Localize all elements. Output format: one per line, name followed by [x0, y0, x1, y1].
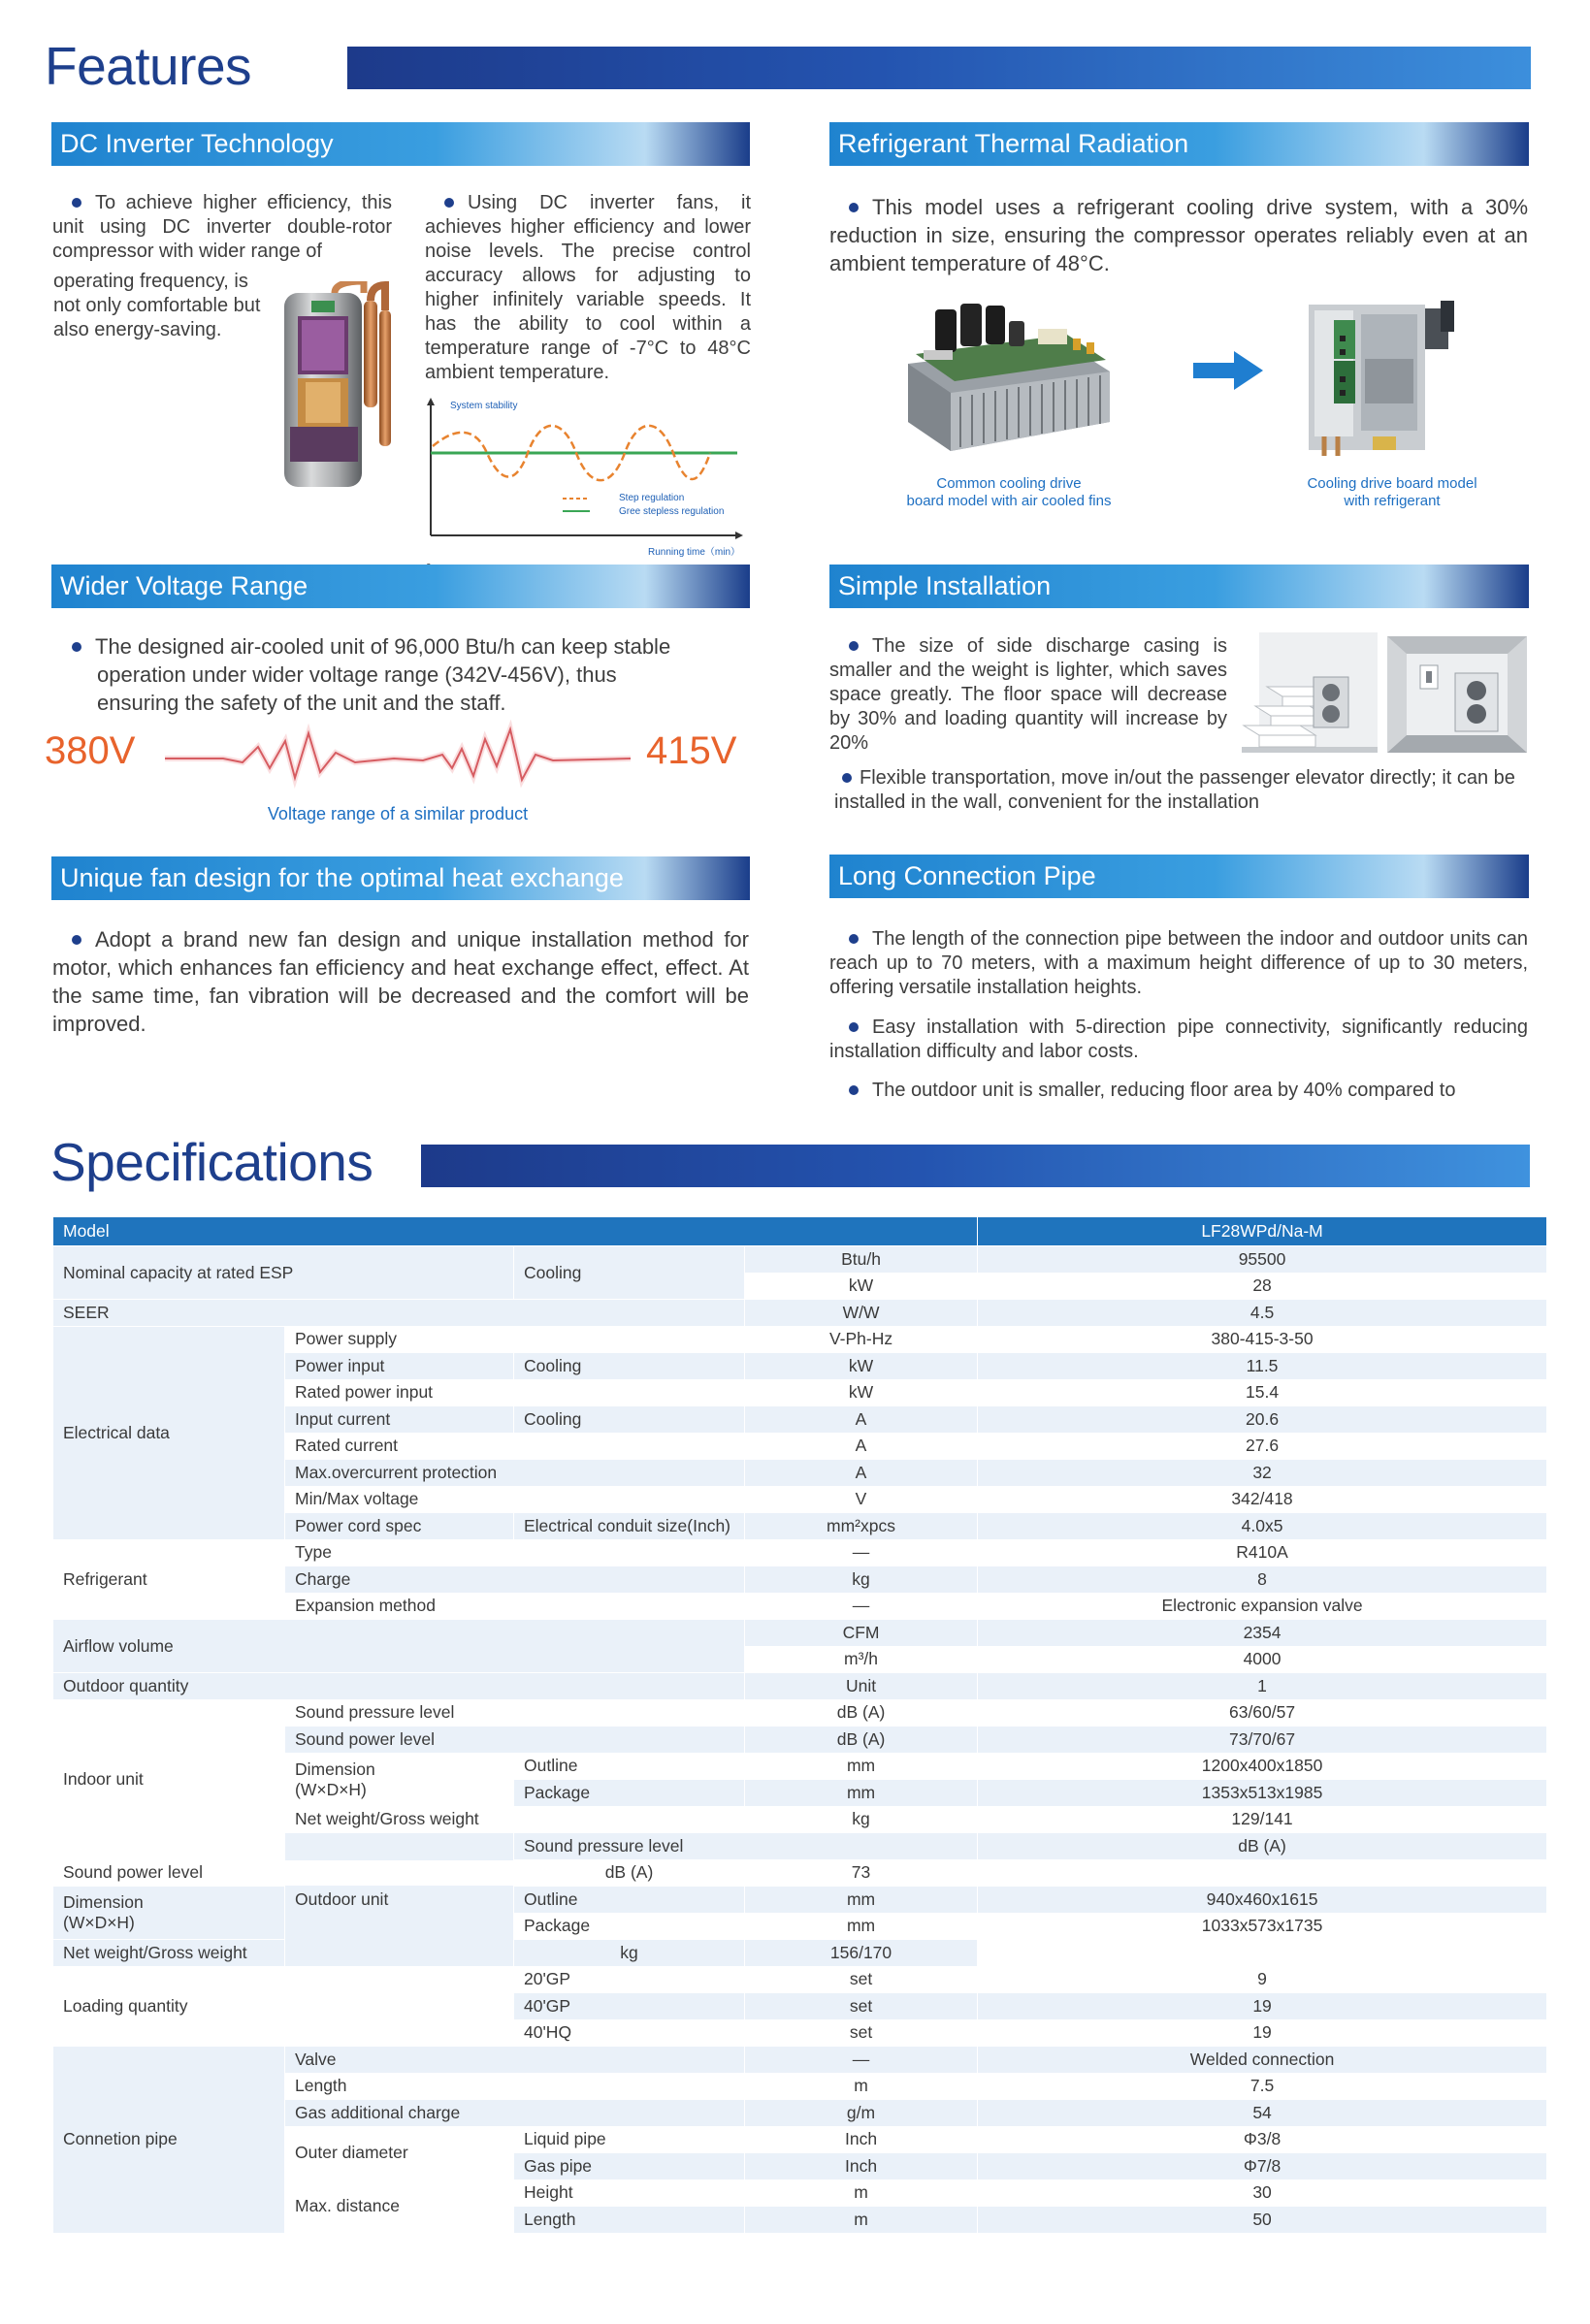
spec-table: [52, 1216, 1547, 2234]
refrigerant-heading: Refrigerant Thermal Radiation: [829, 122, 1529, 166]
common-drive-board-image: [902, 296, 1116, 459]
caption-refrigerant-board: Cooling drive board model with refrigerant: [1307, 475, 1477, 509]
chart-legend-step: Step regulation: [619, 493, 685, 503]
voltage-waveform: [165, 720, 631, 797]
table-row: Outdoor unit Sound pressure level dB (A): [53, 1833, 1547, 1860]
pipe-text-1: The length of the connection pipe between the indoor and outdoor units can reach up to 70 meters, with a maximum height difference of up to 30 meters, offering versatile installation heights.: [829, 928, 1528, 998]
table-row: Package mm 1353x513x1985: [53, 1780, 1547, 1807]
table-row: Rated current A 27.6: [53, 1433, 1547, 1460]
table-row: m³/h 4000: [53, 1646, 1547, 1673]
dc-inverter-heading: DC Inverter Technology: [51, 122, 750, 166]
bullet-icon: [849, 641, 859, 651]
table-row: Power cord spec Electrical conduit size(Inch) mm²xpcs 4.0x5: [53, 1513, 1547, 1540]
pipe-text-2: Easy installation with 5-direction pipe connectivity, significantly reducing installation difficulty and labor costs.: [829, 1017, 1528, 1062]
bullet-icon: [72, 935, 81, 945]
table-row: Dimension (W×D×H) Outline mm 1200x400x1850: [53, 1753, 1547, 1780]
table-row: Gas additional charge g/m 54: [53, 2100, 1547, 2127]
dc-inverter-left-text-2: operating frequency, is not only comfortable but also energy-saving.: [53, 271, 261, 340]
table-row: Min/Max voltage V 342/418: [53, 1486, 1547, 1513]
table-row: Expansion method — Electronic expansion valve: [53, 1593, 1547, 1620]
bullet-icon: [72, 642, 81, 652]
specifications-title: Specifications: [50, 1132, 373, 1192]
bullet-icon: [72, 198, 81, 208]
chart-xlabel: Running time（min）: [648, 547, 741, 558]
table-row: Charge kg 8: [53, 1566, 1547, 1594]
fan-heading: Unique fan design for the optimal heat exchange: [51, 856, 750, 900]
table-row: [53, 1217, 1547, 1246]
pipe-heading: Long Connection Pipe: [829, 855, 1529, 898]
table-row: Power input Cooling kW 11.5: [53, 1353, 1547, 1380]
table-row: Length m 7.5: [53, 2073, 1547, 2100]
table-row: 40'HQ set 19: [53, 2019, 1547, 2047]
bullet-icon: [842, 773, 852, 783]
bullet-icon: [849, 1085, 859, 1095]
dc-inverter-left-text: To achieve higher efficiency, this unit using DC inverter double-rotor compressor with wider range of: [52, 192, 392, 262]
table-row: Length m 50: [53, 2207, 1547, 2234]
table-row: 40'GP set 19: [53, 1993, 1547, 2020]
refrigerant-text: This model uses a refrigerant cooling drive system, with a 30% reduction in size, ensuring the compressor operates reliably even at an ambient temperature of 48°C.: [829, 195, 1528, 275]
table-row: Sound power level dB (A) 73: [53, 1859, 1547, 1887]
table-row: Net weight/Gross weight kg 129/141: [53, 1806, 1547, 1833]
table-row: SEER W/W 4.5: [53, 1300, 1547, 1327]
voltage-low: 380V: [45, 729, 136, 772]
refrigerant-drive-board-image: [1305, 301, 1476, 456]
table-row: Dimension (W×D×H) Outline mm 940x460x1615: [53, 1887, 1547, 1914]
table-row: Loading quantity 20'GP set 9: [53, 1966, 1547, 1993]
table-row: Outdoor quantity Unit 1: [53, 1673, 1547, 1700]
bullet-icon: [849, 934, 859, 944]
dc-inverter-right-text: Using DC inverter fans, it achieves higher efficiency and lower noise levels. The precise control accuracy allows for adjusting to higher infinitely variable speeds. It has the ability to cool within a temperature range of -7°C to 48°C ambient temperature.: [425, 192, 751, 383]
table-row: Max. distance Height m 30: [53, 2179, 1547, 2207]
features-title: Features: [45, 36, 252, 96]
table-row: Gas pipe Inch Φ7/8: [53, 2153, 1547, 2180]
table-row: Outer diameter Liquid pipe Inch Φ3/8: [53, 2126, 1547, 2153]
bullet-icon: [444, 198, 454, 208]
table-row: kW 28: [53, 1273, 1547, 1300]
voltage-high: 415V: [646, 729, 737, 772]
specifications-title-bar: [421, 1145, 1530, 1187]
stairs-installation-image: [1242, 632, 1378, 753]
features-title-bar: [347, 47, 1531, 89]
bullet-icon: [849, 1022, 859, 1032]
fan-text: Adopt a brand new fan design and unique installation method for motor, which enhances fan efficiency and heat exchange effect, effect. At the same time, fan vibration will be decreased and the comfort will be improved.: [52, 927, 749, 1036]
table-row: Refrigerant Type — R410A: [53, 1539, 1547, 1566]
installation-heading: Simple Installation: [829, 565, 1529, 608]
voltage-caption: Voltage range of a similar product: [267, 804, 529, 823]
table-row: Max.overcurrent protection A 32: [53, 1460, 1547, 1487]
table-row: Indoor unit Sound pressure level dB (A) 63/60/57: [53, 1699, 1547, 1727]
caption-common-board: Common cooling drive board model with air cooled fins: [906, 475, 1112, 509]
table-row: Sound power level dB (A) 73/70/67: [53, 1727, 1547, 1754]
table-row: Connetion pipe Valve — Welded connection: [53, 2047, 1547, 2074]
arrow-right-icon: [1193, 351, 1263, 390]
compressor-image: [276, 281, 401, 493]
table-row: Nominal capacity at rated ESP Cooling Btu/h 95500: [53, 1246, 1547, 1274]
table-row: Electrical data Power supply V-Ph-Hz 380-415-3-50: [53, 1326, 1547, 1353]
table-row: Input current Cooling A 20.6: [53, 1406, 1547, 1434]
chart-ylabel: System stability: [450, 401, 518, 411]
voltage-text: The designed air-cooled unit of 96,000 Btu/h can keep stable operation under wider voltage range (342V-456V), thus ensuring the safety of the unit and the staff.: [52, 632, 751, 717]
table-row: Rated power input kW 15.4: [53, 1379, 1547, 1406]
bullet-icon: [849, 203, 859, 212]
table-row: Airflow volume CFM 2354: [53, 1620, 1547, 1647]
pipe-text-3: The outdoor unit is smaller, reducing floor area by 40% compared to: [829, 1079, 1528, 1103]
elevator-installation-image: [1387, 636, 1527, 753]
installation-text-2: Flexible transportation, move in/out the passenger elevator directly; it can be installed in the wall, convenient for the installation: [834, 767, 1515, 813]
model-value: LF28WPd/Na-M: [978, 1217, 1547, 1246]
table-row: Net weight/Gross weight kg 156/170: [53, 1940, 1547, 1967]
model-label: Model: [53, 1217, 978, 1246]
table-row: Package mm 1033x573x1735: [53, 1913, 1547, 1940]
chart-legend-stepless: Gree stepless regulation: [619, 506, 725, 517]
voltage-heading: Wider Voltage Range: [51, 565, 750, 608]
installation-text-1: The size of side discharge casing is smaller and the weight is lighter, which saves space greatly. The floor space will decrease by 30% and loading quantity will increase by 20%: [829, 635, 1227, 754]
